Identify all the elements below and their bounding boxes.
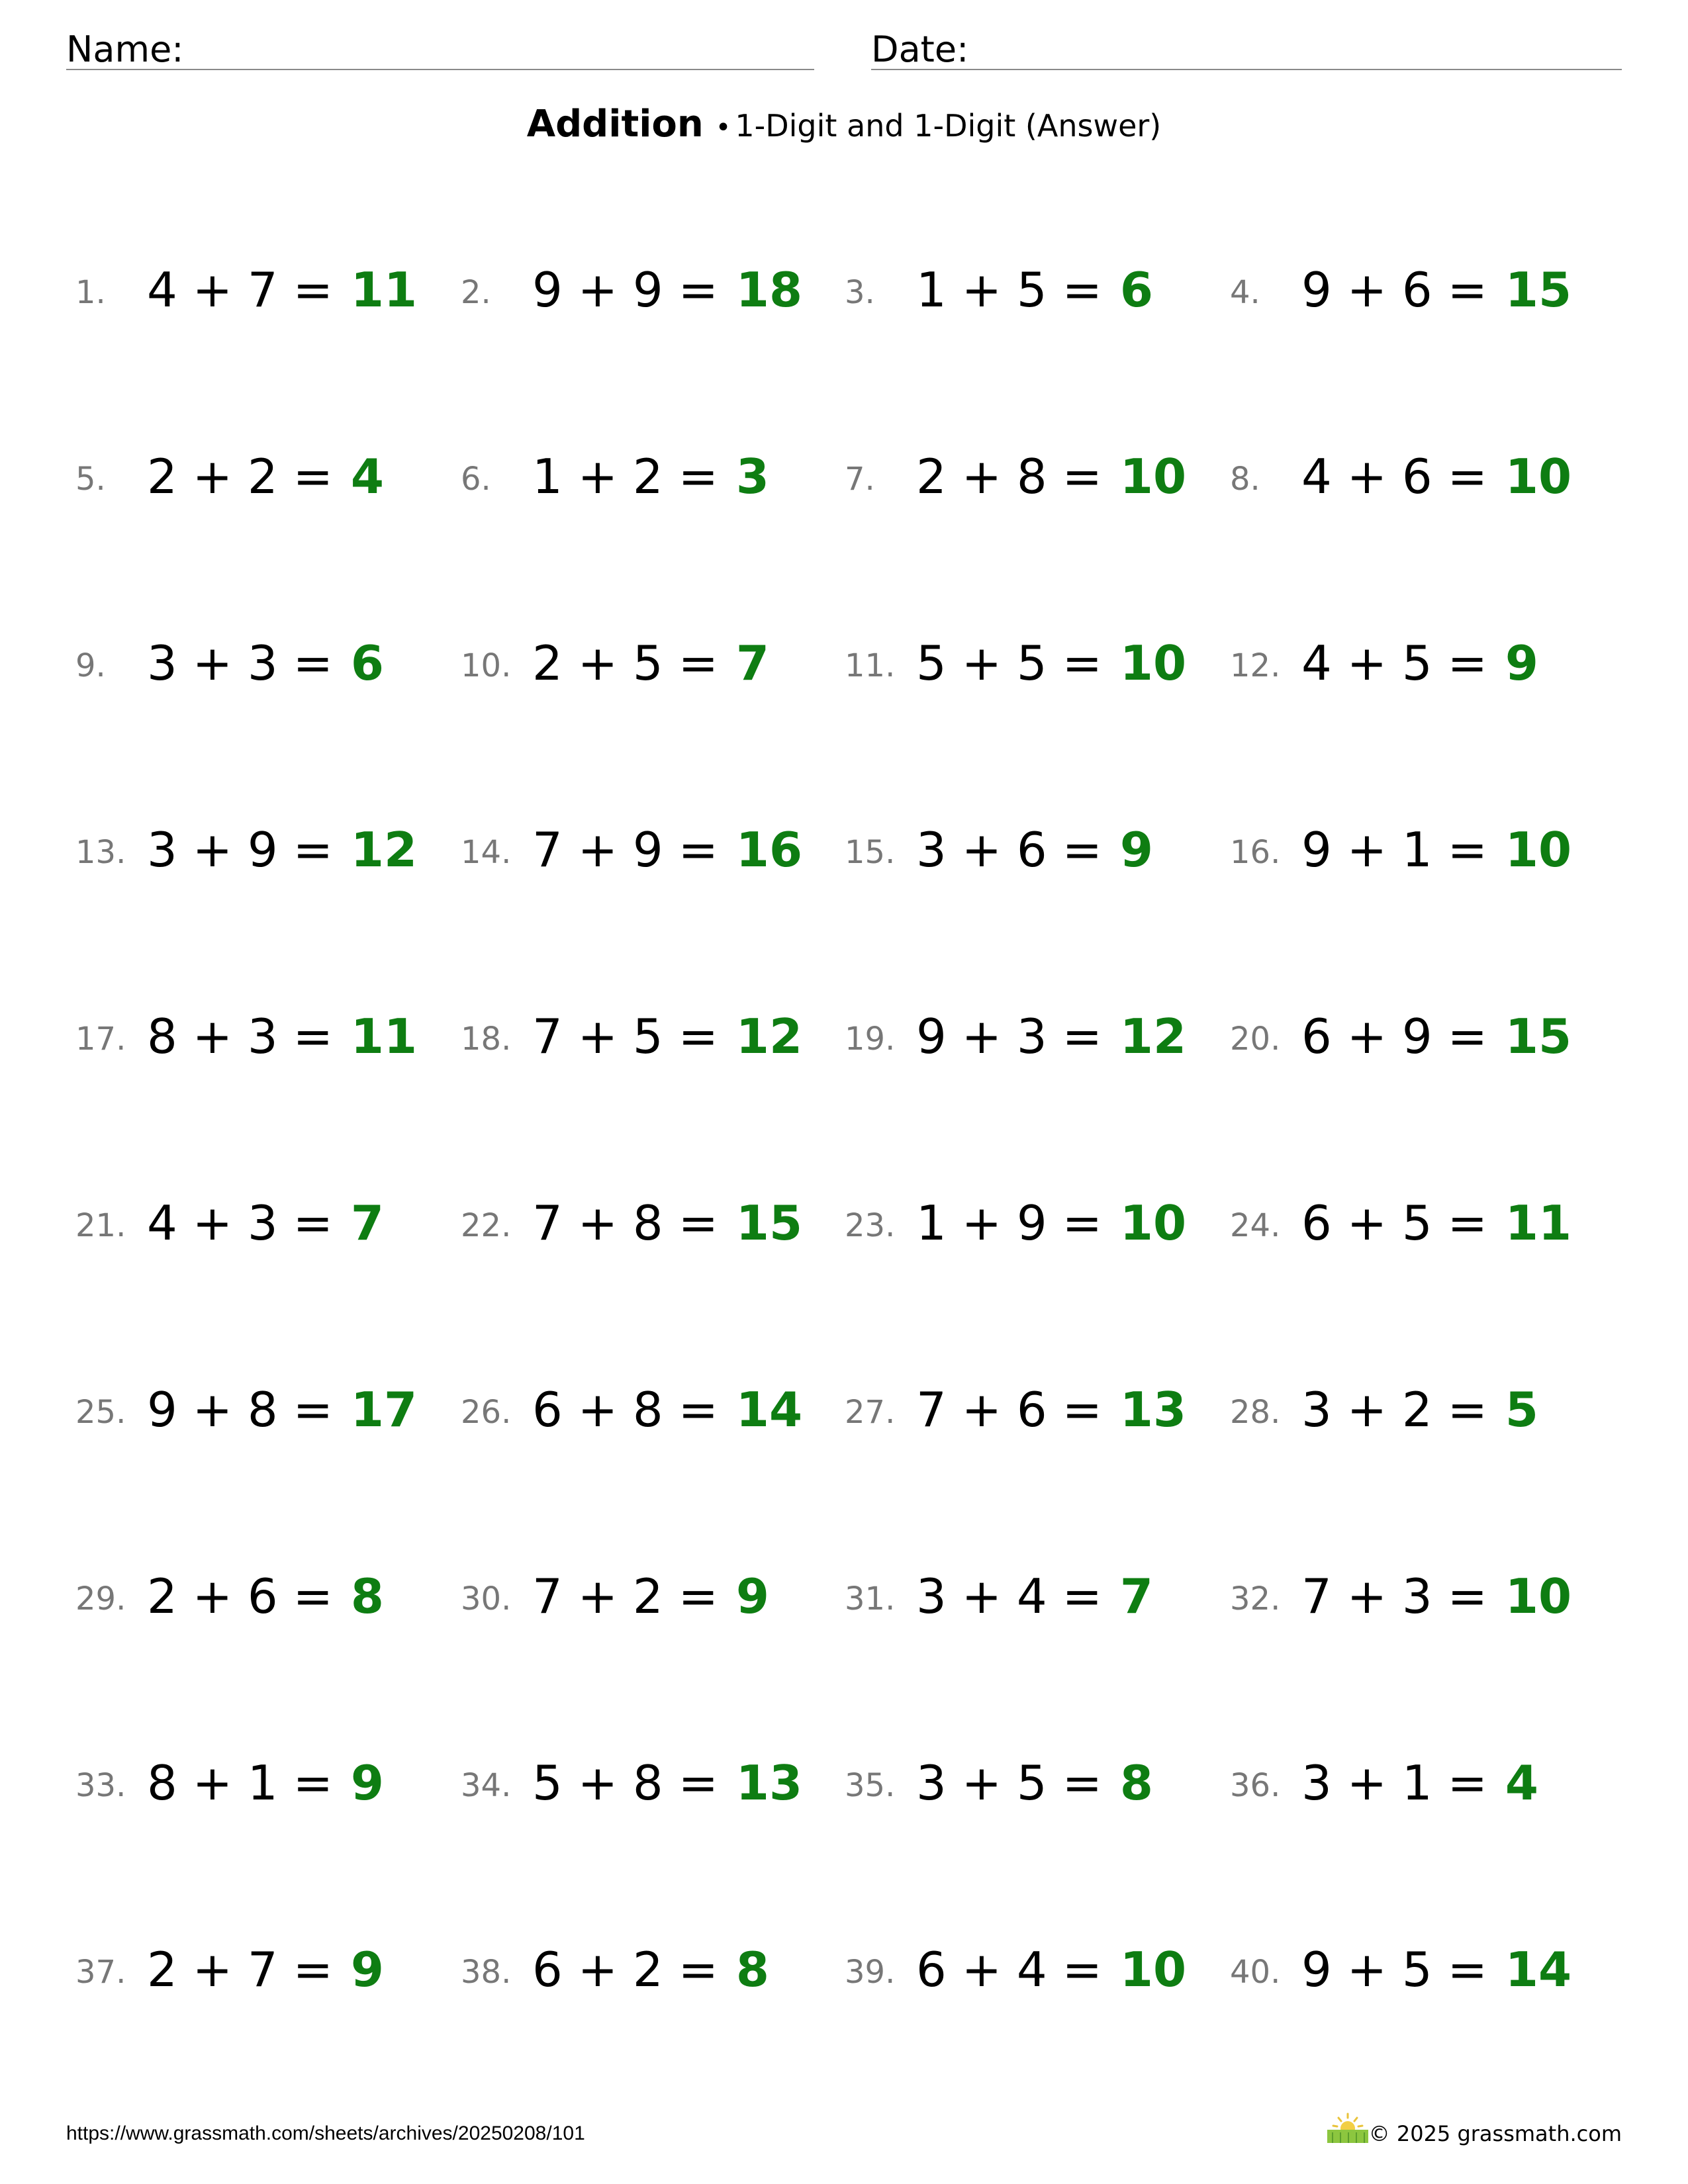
addend-a: 1	[916, 1195, 947, 1251]
problem-expression	[532, 1755, 803, 1811]
addend-a: 9	[532, 262, 563, 318]
addend-a: 7	[916, 1382, 947, 1437]
problem-number: 18.	[461, 1021, 512, 1058]
addend-a: 2	[147, 449, 177, 504]
problem-number: 29.	[75, 1580, 126, 1617]
equals-sign: =	[277, 635, 348, 691]
answer: 16	[735, 822, 803, 878]
plus-sign: +	[177, 1755, 248, 1811]
plus-sign: +	[1331, 1942, 1402, 1997]
addend-a: 6	[1301, 1009, 1332, 1064]
plus-sign: +	[562, 635, 633, 691]
problem-number: 15.	[845, 834, 896, 871]
problem-number: 9.	[75, 647, 106, 684]
problem-expression	[147, 822, 418, 878]
equals-sign: =	[1047, 1382, 1117, 1437]
problem-expression	[532, 1195, 803, 1251]
plus-sign: +	[1331, 1009, 1402, 1064]
problem-expression	[916, 1195, 1187, 1251]
answer: 18	[735, 262, 803, 318]
problem-number: 34.	[461, 1767, 512, 1804]
answer: 7	[1119, 1569, 1153, 1624]
plus-sign: +	[562, 262, 633, 318]
problem-number: 6.	[461, 461, 491, 498]
problem-number: 21.	[75, 1207, 126, 1244]
plus-sign: +	[1331, 822, 1402, 878]
problem-expression	[916, 635, 1187, 691]
answer: 8	[735, 1942, 769, 1997]
title-subtitle: 1-Digit and 1-Digit (Answer)	[735, 108, 1162, 144]
problem-expression	[532, 262, 803, 318]
answer: 10	[1119, 449, 1187, 504]
addend-a: 7	[532, 822, 563, 878]
plus-sign: +	[177, 635, 248, 691]
addend-b: 6	[1016, 822, 1047, 878]
answer: 4	[350, 449, 384, 504]
addend-b: 8	[632, 1382, 663, 1437]
problem-number: 30.	[461, 1580, 512, 1617]
plus-sign: +	[946, 1009, 1017, 1064]
plus-sign: +	[946, 449, 1017, 504]
addend-a: 3	[916, 822, 947, 878]
plus-sign: +	[177, 1382, 248, 1437]
addend-a: 3	[1301, 1755, 1332, 1811]
problem-number: 19.	[845, 1021, 896, 1058]
plus-sign: +	[562, 1195, 633, 1251]
addend-b: 7	[247, 262, 278, 318]
answer: 7	[350, 1195, 384, 1251]
plus-sign: +	[946, 822, 1017, 878]
answer: 17	[350, 1382, 418, 1437]
answer: 10	[1505, 822, 1572, 878]
plus-sign: +	[562, 1942, 633, 1997]
footer-copyright: © 2025 grassmath.com	[1368, 2121, 1622, 2146]
problem-number: 26.	[461, 1394, 512, 1431]
problem-expression	[147, 449, 384, 504]
answer: 10	[1119, 635, 1187, 691]
plus-sign: +	[946, 1195, 1017, 1251]
addend-b: 1	[1401, 1755, 1432, 1811]
answer: 10	[1119, 1942, 1187, 1997]
answer: 9	[1505, 635, 1538, 691]
equals-sign: =	[1047, 822, 1117, 878]
problem-number: 11.	[845, 647, 896, 684]
plus-sign: +	[177, 1009, 248, 1064]
plus-sign: +	[946, 1382, 1017, 1437]
problem-expression	[916, 1942, 1187, 1997]
equals-sign: =	[277, 1382, 348, 1437]
addend-a: 8	[147, 1009, 177, 1064]
addend-b: 3	[1016, 1009, 1047, 1064]
problem-expression	[1301, 1569, 1572, 1624]
problem-number: 27.	[845, 1394, 896, 1431]
footer-url: https://www.grassmath.com/sheets/archives/20250208/101	[66, 2122, 585, 2144]
plus-sign: +	[177, 1569, 248, 1624]
problem-number: 40.	[1230, 1954, 1281, 1991]
addend-b: 6	[1016, 1382, 1047, 1437]
grass-sun-logo-icon	[1326, 2113, 1370, 2144]
addend-b: 2	[632, 1569, 663, 1624]
answer: 8	[350, 1569, 384, 1624]
problem-number: 38.	[461, 1954, 512, 1991]
answer: 6	[1119, 262, 1153, 318]
equals-sign: =	[663, 1942, 733, 1997]
plus-sign: +	[562, 822, 633, 878]
equals-sign: =	[663, 1195, 733, 1251]
equals-sign: =	[663, 449, 733, 504]
plus-sign: +	[562, 1009, 633, 1064]
problem-expression	[916, 1755, 1153, 1811]
addend-a: 7	[532, 1569, 563, 1624]
date-label: Date:	[871, 28, 969, 70]
answer: 15	[735, 1195, 803, 1251]
equals-sign: =	[1047, 1569, 1117, 1624]
addend-a: 2	[147, 1942, 177, 1997]
problem-expression	[1301, 1382, 1538, 1437]
problem-expression	[1301, 822, 1572, 878]
answer: 11	[350, 1009, 418, 1064]
problem-expression	[916, 1382, 1187, 1437]
plus-sign: +	[1331, 1382, 1402, 1437]
answer: 9	[735, 1569, 769, 1624]
problem-number: 16.	[1230, 834, 1281, 871]
problem-expression	[147, 1942, 384, 1997]
problem-number: 8.	[1230, 461, 1260, 498]
name-label: Name:	[66, 28, 184, 70]
problem-number: 14.	[461, 834, 512, 871]
addend-a: 3	[1301, 1382, 1332, 1437]
answer: 13	[735, 1755, 803, 1811]
answer: 4	[1505, 1755, 1538, 1811]
addend-b: 5	[632, 635, 663, 691]
problem-expression	[1301, 262, 1572, 318]
problem-expression	[1301, 1009, 1572, 1064]
addend-b: 9	[632, 822, 663, 878]
equals-sign: =	[1432, 1755, 1503, 1811]
name-field[interactable]	[66, 23, 814, 70]
problem-expression	[916, 822, 1153, 878]
plus-sign: +	[562, 1382, 633, 1437]
equals-sign: =	[663, 822, 733, 878]
problem-expression	[147, 1009, 418, 1064]
addend-b: 8	[247, 1382, 278, 1437]
addend-a: 7	[1301, 1569, 1332, 1624]
equals-sign: =	[1047, 1942, 1117, 1997]
plus-sign: +	[946, 262, 1017, 318]
equals-sign: =	[1047, 1009, 1117, 1064]
title-main: Addition	[526, 103, 704, 146]
addend-a: 9	[147, 1382, 177, 1437]
equals-sign: =	[277, 262, 348, 318]
plus-sign: +	[562, 449, 633, 504]
addend-a: 6	[1301, 1195, 1332, 1251]
plus-sign: +	[177, 449, 248, 504]
equals-sign: =	[1432, 822, 1503, 878]
problem-expression	[1301, 1195, 1572, 1251]
plus-sign: +	[177, 1195, 248, 1251]
plus-sign: +	[1331, 1195, 1402, 1251]
addend-a: 3	[147, 635, 177, 691]
equals-sign: =	[1432, 1569, 1503, 1624]
addend-b: 5	[1401, 1942, 1432, 1997]
problem-number: 39.	[845, 1954, 896, 1991]
answer: 8	[1119, 1755, 1153, 1811]
problem-number: 37.	[75, 1954, 126, 1991]
problem-expression	[147, 1195, 384, 1251]
addend-a: 9	[1301, 1942, 1332, 1997]
equals-sign: =	[663, 262, 733, 318]
equals-sign: =	[1432, 262, 1503, 318]
equals-sign: =	[277, 822, 348, 878]
addend-a: 4	[1301, 635, 1332, 691]
answer: 6	[350, 635, 384, 691]
plus-sign: +	[946, 635, 1017, 691]
addend-a: 7	[532, 1009, 563, 1064]
equals-sign: =	[663, 1382, 733, 1437]
addend-b: 6	[1401, 449, 1432, 504]
addend-a: 3	[916, 1755, 947, 1811]
addend-b: 3	[247, 1195, 278, 1251]
equals-sign: =	[1432, 1009, 1503, 1064]
problem-number: 22.	[461, 1207, 512, 1244]
problem-expression	[532, 1009, 803, 1064]
equals-sign: =	[277, 1755, 348, 1811]
addend-b: 6	[247, 1569, 278, 1624]
addend-a: 9	[1301, 262, 1332, 318]
addend-a: 5	[916, 635, 947, 691]
equals-sign: =	[1432, 1942, 1503, 1997]
answer: 7	[735, 635, 769, 691]
problem-number: 12.	[1230, 647, 1281, 684]
problem-expression	[147, 262, 418, 318]
addend-a: 3	[916, 1569, 947, 1624]
addend-b: 5	[1401, 635, 1432, 691]
equals-sign: =	[1047, 449, 1117, 504]
addend-b: 8	[632, 1755, 663, 1811]
date-field[interactable]	[871, 23, 1622, 70]
addend-b: 7	[247, 1942, 278, 1997]
addend-a: 4	[147, 262, 177, 318]
answer: 12	[735, 1009, 803, 1064]
equals-sign: =	[663, 1569, 733, 1624]
equals-sign: =	[1432, 1382, 1503, 1437]
answer: 10	[1505, 1569, 1572, 1624]
addend-a: 6	[532, 1942, 563, 1997]
addend-a: 4	[1301, 449, 1332, 504]
problem-number: 17.	[75, 1021, 126, 1058]
problem-number: 24.	[1230, 1207, 1281, 1244]
addend-b: 4	[1016, 1942, 1047, 1997]
equals-sign: =	[277, 1569, 348, 1624]
problem-number: 3.	[845, 274, 875, 311]
equals-sign: =	[277, 449, 348, 504]
addend-b: 4	[1016, 1569, 1047, 1624]
addend-b: 3	[247, 635, 278, 691]
plus-sign: +	[1331, 1755, 1402, 1811]
plus-sign: +	[562, 1755, 633, 1811]
equals-sign: =	[1432, 635, 1503, 691]
equals-sign: =	[663, 1755, 733, 1811]
problem-expression	[1301, 635, 1538, 691]
answer: 10	[1119, 1195, 1187, 1251]
answer: 12	[1119, 1009, 1187, 1064]
problem-number: 1.	[75, 274, 106, 311]
addend-a: 2	[147, 1569, 177, 1624]
answer: 15	[1505, 1009, 1572, 1064]
answer: 11	[1505, 1195, 1572, 1251]
problem-expression	[147, 1755, 384, 1811]
answer: 3	[735, 449, 769, 504]
answer: 13	[1119, 1382, 1187, 1437]
equals-sign: =	[1432, 1195, 1503, 1251]
problem-expression	[532, 822, 803, 878]
addend-b: 5	[632, 1009, 663, 1064]
plus-sign: +	[1331, 449, 1402, 504]
addend-b: 2	[632, 449, 663, 504]
problem-expression	[1301, 449, 1572, 504]
problem-expression	[916, 1569, 1153, 1624]
equals-sign: =	[277, 1195, 348, 1251]
problem-number: 35.	[845, 1767, 896, 1804]
problem-expression	[147, 1382, 418, 1437]
addend-b: 9	[247, 822, 278, 878]
problem-number: 36.	[1230, 1767, 1281, 1804]
page-title	[0, 103, 1688, 146]
addend-a: 7	[532, 1195, 563, 1251]
plus-sign: +	[177, 262, 248, 318]
addend-b: 1	[1401, 822, 1432, 878]
equals-sign: =	[1047, 635, 1117, 691]
problem-expression	[532, 1382, 803, 1437]
addend-a: 9	[916, 1009, 947, 1064]
answer: 14	[735, 1382, 803, 1437]
equals-sign: =	[1047, 262, 1117, 318]
plus-sign: +	[946, 1942, 1017, 1997]
addend-b: 8	[1016, 449, 1047, 504]
problem-expression	[1301, 1942, 1572, 1997]
answer: 5	[1505, 1382, 1538, 1437]
problem-number: 31.	[845, 1580, 896, 1617]
answer: 10	[1505, 449, 1572, 504]
addend-b: 3	[247, 1009, 278, 1064]
problem-expression	[532, 635, 769, 691]
plus-sign: +	[946, 1755, 1017, 1811]
plus-sign: +	[946, 1569, 1017, 1624]
problem-expression	[532, 1942, 769, 1997]
addend-b: 6	[1401, 262, 1432, 318]
addend-b: 8	[632, 1195, 663, 1251]
addend-a: 2	[916, 449, 947, 504]
equals-sign: =	[1432, 449, 1503, 504]
plus-sign: +	[177, 822, 248, 878]
problem-number: 5.	[75, 461, 106, 498]
problem-number: 23.	[845, 1207, 896, 1244]
answer: 9	[350, 1755, 384, 1811]
problem-expression	[532, 449, 769, 504]
addend-b: 5	[1016, 635, 1047, 691]
equals-sign: =	[277, 1942, 348, 1997]
addend-b: 9	[1016, 1195, 1047, 1251]
addend-a: 5	[532, 1755, 563, 1811]
problem-number: 20.	[1230, 1021, 1281, 1058]
addend-b: 9	[632, 262, 663, 318]
addend-a: 9	[1301, 822, 1332, 878]
plus-sign: +	[562, 1569, 633, 1624]
addend-b: 2	[247, 449, 278, 504]
problem-expression	[916, 449, 1187, 504]
addend-b: 9	[1401, 1009, 1432, 1064]
addend-a: 4	[147, 1195, 177, 1251]
plus-sign: +	[1331, 635, 1402, 691]
problem-expression	[147, 635, 384, 691]
equals-sign: =	[277, 1009, 348, 1064]
problem-expression	[532, 1569, 769, 1624]
title-bullet: •	[715, 113, 731, 143]
addend-a: 3	[147, 822, 177, 878]
addend-b: 3	[1401, 1569, 1432, 1624]
equals-sign: =	[1047, 1195, 1117, 1251]
plus-sign: +	[1331, 1569, 1402, 1624]
problem-number: 25.	[75, 1394, 126, 1431]
equals-sign: =	[663, 1009, 733, 1064]
answer: 9	[1119, 822, 1153, 878]
equals-sign: =	[1047, 1755, 1117, 1811]
problem-expression	[1301, 1755, 1538, 1811]
answer: 15	[1505, 262, 1572, 318]
addend-a: 2	[532, 635, 563, 691]
addend-a: 6	[916, 1942, 947, 1997]
addend-a: 1	[532, 449, 563, 504]
problem-expression	[916, 262, 1153, 318]
plus-sign: +	[1331, 262, 1402, 318]
addend-a: 6	[532, 1382, 563, 1437]
addend-b: 5	[1016, 262, 1047, 318]
problem-number: 2.	[461, 274, 491, 311]
answer: 9	[350, 1942, 384, 1997]
problem-number: 10.	[461, 647, 512, 684]
problem-expression	[916, 1009, 1187, 1064]
plus-sign: +	[177, 1942, 248, 1997]
problem-number: 7.	[845, 461, 875, 498]
problem-number: 4.	[1230, 274, 1260, 311]
problem-number: 28.	[1230, 1394, 1281, 1431]
addend-b: 5	[1401, 1195, 1432, 1251]
addend-b: 1	[247, 1755, 278, 1811]
addend-a: 8	[147, 1755, 177, 1811]
answer: 14	[1505, 1942, 1572, 1997]
problem-number: 13.	[75, 834, 126, 871]
addend-a: 1	[916, 262, 947, 318]
problem-expression	[147, 1569, 384, 1624]
addend-b: 5	[1016, 1755, 1047, 1811]
problem-number: 32.	[1230, 1580, 1281, 1617]
answer: 11	[350, 262, 418, 318]
equals-sign: =	[663, 635, 733, 691]
addend-b: 2	[632, 1942, 663, 1997]
addend-b: 2	[1401, 1382, 1432, 1437]
answer: 12	[350, 822, 418, 878]
problem-number: 33.	[75, 1767, 126, 1804]
